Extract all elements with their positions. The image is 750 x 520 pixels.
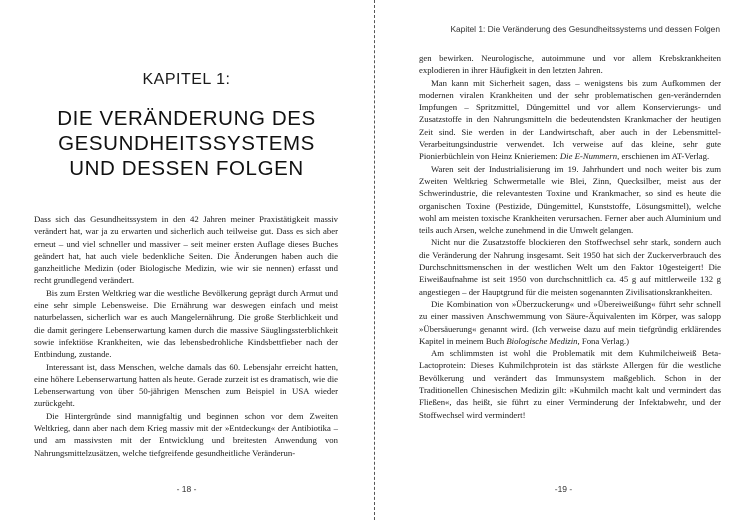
chapter-title — [30, 106, 343, 181]
page-number: - 18 - — [176, 484, 197, 494]
paragraph: Die Hintergründe sind mannigfaltig und beginnen schon vor dem Zweiten Weltkrieg, dann aber nach dem Krieg massiv mit der »Entdeckung« der Antibiotika – und am massivsten mit der Entwicklung und breitesten Anwendung von Nahrungsmittelzusätzen, welche tiefgreifende gesundheitliche Veränderun- — [34, 410, 338, 458]
paragraph — [419, 77, 721, 163]
page-number: -19 - — [554, 484, 573, 494]
right-body-text — [419, 52, 721, 421]
left-page — [0, 0, 373, 520]
paragraph — [419, 52, 721, 77]
running-head: Kapitel 1: Die Veränderung des Gesundheitssystems und dessen Folgen — [450, 24, 720, 34]
paragraph-text: gen bewirken. Neurologische, autoimmune und vor allem Krebskrankheiten explodieren in ihrer Häufigkeit in den letzten Jahren. — [419, 53, 721, 76]
paragraph-text: Nicht nur die Zusatzstoffe blockieren den Stoffwechsel sehr stark, sondern auch die Veränderung der Nahrung insgesamt. Seit 1950 hat sich der Zuckerverbrauch des Durchschnittsmenschen in der westlichen Welt um den Faktor 10gesteigert! Die Eiweißaufnahme ist seit 1950 von durchschnittlich ca. 45 g auf mittlerweile 132 g angestiegen – der Hauptgrund für die meisten sogenannten Zivilisationskrankheiten. — [419, 237, 721, 297]
paragraph-text: Man kann mit Sicherheit sagen, dass – wenigstens bis zum Aufkommen der modernen viralen Krankheiten und der sehr problematischen gen-verändernden Impfungen – Spritzmittel, Düngemittel und vor allem Konservierungs- und Zusatzstoffe in den Nahrungsmitteln die bedeutendsten Krankmacher der heutigen Zeit sind. Sie werden in der Landwirtschaft, aber auch in der Lebensmittel-Verarbeitungsindustrie verwendet. Ich verweise auf das kleine, sehr gute Pionierbüchlein von Heinz Knieriemen: — [419, 77, 721, 162]
paragraph-text: Die Kombination von »Überzuckerung« und »Übereiweißung« führt sehr schnell zu einer massiven Anschwemmung von Säure-Äquivalenten im Körper, was salopp »Übersäuerung« genannt wird. (Ich verweise dazu auf mein tiefgründig erklärendes Kapitel in meinem Buch — [419, 298, 721, 346]
paragraph — [419, 163, 721, 237]
paragraph-text: Waren seit der Industrialisierung im 19. Jahrhundert und noch weiter bis zum Zweiten Weltkrieg Schwermetalle wie Blei, Zinn, Quecksilber, meist aus der Schwerindustrie, die relevantesten Toxine und Krankmacher, so sind es heute die organischen Toxine (Pestizide, Düngemittel, Kunststoffe, Lösungsmittel), welche wohl am meisten toxische Krankheiten verursachen. Ferner aber auch Aluminium und teils auch Arsen, welche zunehmend in die Umwelt gelangen. — [419, 163, 721, 236]
paragraph — [419, 298, 721, 347]
paragraph — [419, 236, 721, 297]
paragraph-text: , Fona Verlag.) — [577, 335, 630, 346]
paragraph: Interessant ist, dass Menschen, welche damals das 60. Lebensjahr erreicht hatten, eine höhere Lebenserwartung hatten als heute. Gerade zurzeit ist es dramatisch, wie die Lebenserwartung von über 50-jährigen Menschen zum Beispiel in USA wieder zurückgeht. — [34, 361, 338, 409]
chapter-title-line: DIE VERÄNDERUNG DES — [57, 107, 316, 130]
paragraph: Dass sich das Gesundheitssystem in den 42 Jahren meiner Praxistätigkeit massiv verändert hat, war ja zu erwarten und sicherlich auch teilweise gut. Dass es sich aber erneut – und viel schneller und massiver – seit meiner ersten Auflage dieses Buches geändert hat, hat auch viele bedenkliche Seiten. Die Änderungen haben auch die ganzheitliche Medizin (oder Biologische Medizin, wie wir sie nennen) erfasst und recht grundlegend verändert. — [34, 214, 338, 286]
left-body-text — [34, 213, 338, 459]
paragraph — [419, 347, 721, 421]
chapter-title-line: UND DESSEN FOLGEN — [69, 157, 304, 180]
book-title: Biologische Medizin — [506, 335, 578, 346]
book-title: Die E-Nummern — [559, 151, 618, 162]
chapter-title-line: GESUNDHEITSSYSTEMS — [58, 132, 315, 155]
right-page — [377, 0, 750, 520]
paragraph: Bis zum Ersten Weltkrieg war die westliche Bevölkerung geprägt durch Armut und eine sehr simple Lebensweise. Die Ernährung war deswegen einfach und meist naturbelassen, sicherlich war es auch Mangelernährung. Die große Sterblichkeit und die damit geringere Lebenserwartung kamen durch die massive Säuglingssterblichkeit sowie infektiöse Krankheiten, wie das lebensbedrohliche Kindsbettfieber nach der Entbindung, zustande. — [34, 287, 338, 360]
paragraph-text: , erschienen im AT-Verlag. — [617, 151, 710, 162]
chapter-label: KAPITEL 1: — [142, 71, 231, 88]
paragraph-text: Am schlimmsten ist wohl die Problematik mit dem Kuhmilcheiweiß Beta-Lactoprotein: Dieses Kuhmilchprotein ist das stärkste Allergen für die westliche Bevölkerung und verändert das Immunsystem maßgeblich. Schon in der Traditionellen Chinesischen Medizin gilt: »Kuhmilch macht kalt und vermindert das Fließen«, das heißt, sie führt zu einer Verminderung der Infektabwehr, und der Stoffwechsel wird vermindert! — [419, 348, 721, 420]
